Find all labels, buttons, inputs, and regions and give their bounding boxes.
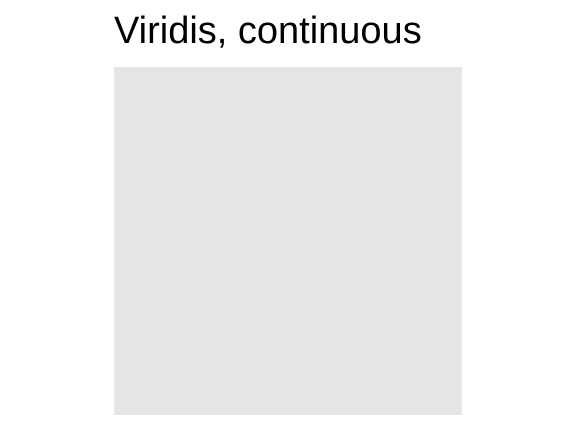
chart-title: Viridis, continuous: [114, 10, 422, 52]
panel-background: [114, 67, 462, 415]
plot-panel: [114, 67, 462, 415]
